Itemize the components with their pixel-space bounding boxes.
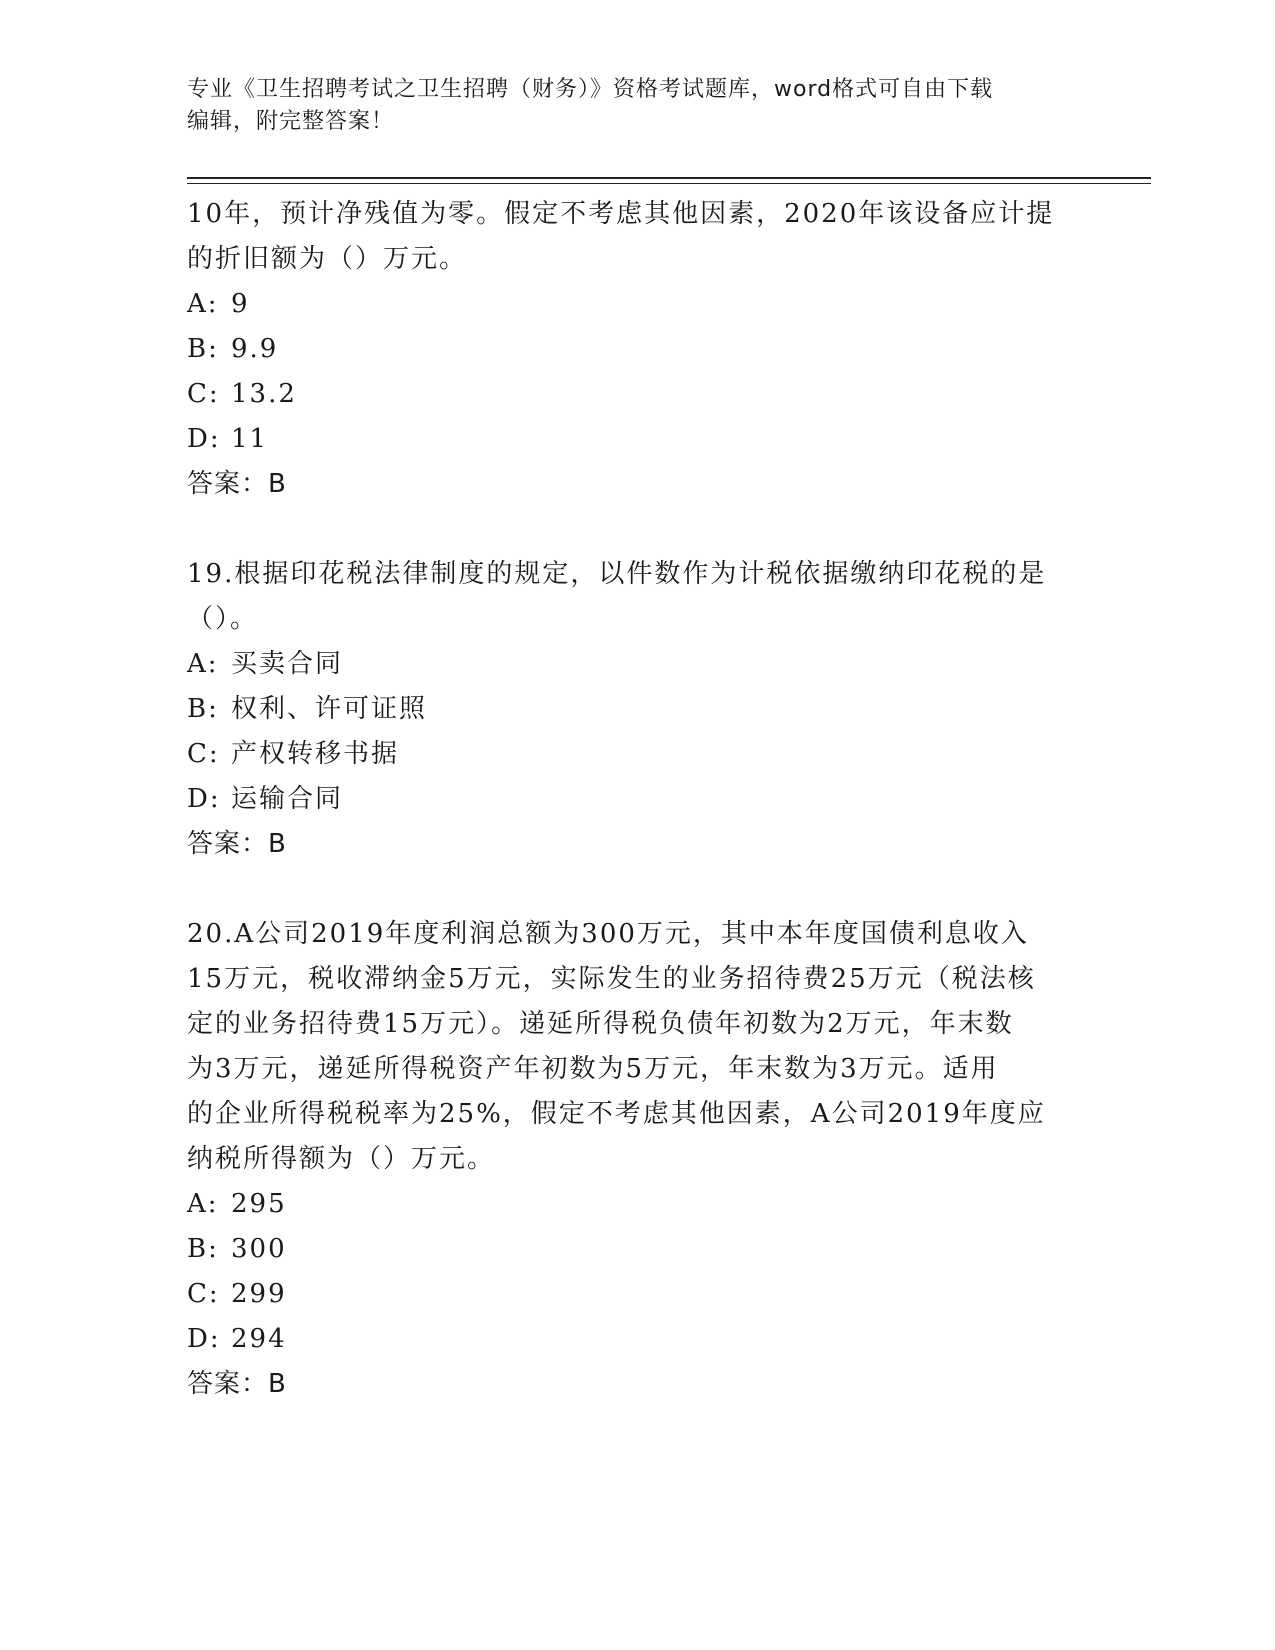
option-letter: A: — [187, 1189, 219, 1219]
option-text: 9.9 — [231, 334, 279, 364]
answer-option — [187, 777, 1087, 822]
answer-option — [187, 372, 1087, 417]
answer-option — [187, 1317, 1087, 1362]
answer-option — [187, 642, 1087, 687]
option-letter: A: — [187, 289, 219, 319]
question-stem-line: 20.A公司2019年度利润总额为300万元，其中本年度国债利息收入 — [187, 919, 1029, 949]
question-stem-line: （）。 — [187, 604, 259, 634]
header-line-2: 编辑，附完整答案！ — [187, 109, 395, 134]
option-text: 权利、许可证照 — [231, 694, 428, 724]
answer-option — [187, 1182, 1087, 1227]
question-spacer — [187, 867, 1087, 912]
option-letter: C: — [187, 1279, 220, 1309]
header-divider-thin — [187, 183, 1151, 184]
option-letter: D: — [187, 1324, 221, 1354]
question-stem-line: 纳税所得额为（）万元。 — [187, 1144, 496, 1174]
option-text: 11 — [231, 424, 269, 454]
question-stem-line: 的企业所得税税率为25%，假定不考虑其他因素，A公司2019年度应 — [187, 1099, 1046, 1129]
answer-key: 答案：B — [187, 829, 287, 859]
option-text: 294 — [231, 1324, 287, 1354]
header-line-1: 专业《卫生招聘考试之卫生招聘（财务）》资格考试题库，word格式可自由下载 — [187, 77, 994, 102]
answer-option — [187, 687, 1087, 732]
question-block — [187, 552, 1087, 867]
option-text: 运输合同 — [231, 784, 344, 814]
question-spacer — [187, 507, 1087, 552]
question-stem-line: 15万元，税收滞纳金5万元，实际发生的业务招待费25万元（税法核 — [187, 964, 1036, 994]
option-letter: B: — [187, 1234, 219, 1264]
header-divider — [187, 177, 1151, 179]
question-stem-line: 10年，预计净残值为零。假定不考虑其他因素，2020年该设备应计提 — [187, 199, 1055, 229]
option-text: 13.2 — [231, 379, 297, 409]
option-letter: B: — [187, 694, 219, 724]
document-header — [187, 74, 1067, 138]
option-letter: D: — [187, 784, 221, 814]
option-text: 买卖合同 — [231, 649, 344, 679]
option-letter: B: — [187, 334, 219, 364]
option-text: 9 — [231, 289, 250, 319]
option-text: 300 — [231, 1234, 287, 1264]
option-text: 产权转移书据 — [231, 739, 400, 769]
option-letter: A: — [187, 649, 219, 679]
answer-option — [187, 327, 1087, 372]
option-letter: C: — [187, 739, 220, 769]
question-stem-line: 19.根据印花税法律制度的规定，以件数作为计税依据缴纳印花税的是 — [187, 559, 1047, 589]
option-text: 295 — [231, 1189, 287, 1219]
question-list — [187, 192, 1087, 1407]
answer-key: 答案：B — [187, 469, 287, 499]
question-block — [187, 912, 1087, 1407]
answer-key: 答案：B — [187, 1369, 287, 1399]
question-stem-line: 的折旧额为（）万元。 — [187, 244, 468, 274]
answer-option — [187, 1272, 1087, 1317]
option-letter: D: — [187, 424, 221, 454]
question-stem-line: 定的业务招待费15万元）。递延所得税负债年初数为2万元，年末数 — [187, 1009, 1014, 1039]
answer-option — [187, 732, 1087, 777]
option-letter: C: — [187, 379, 220, 409]
question-stem-line: 为3万元，递延所得税资产年初数为5万元，年末数为3万元。适用 — [187, 1054, 999, 1084]
option-text: 299 — [231, 1279, 287, 1309]
answer-option — [187, 417, 1087, 462]
answer-option — [187, 1227, 1087, 1272]
answer-option — [187, 282, 1087, 327]
question-block — [187, 192, 1087, 507]
